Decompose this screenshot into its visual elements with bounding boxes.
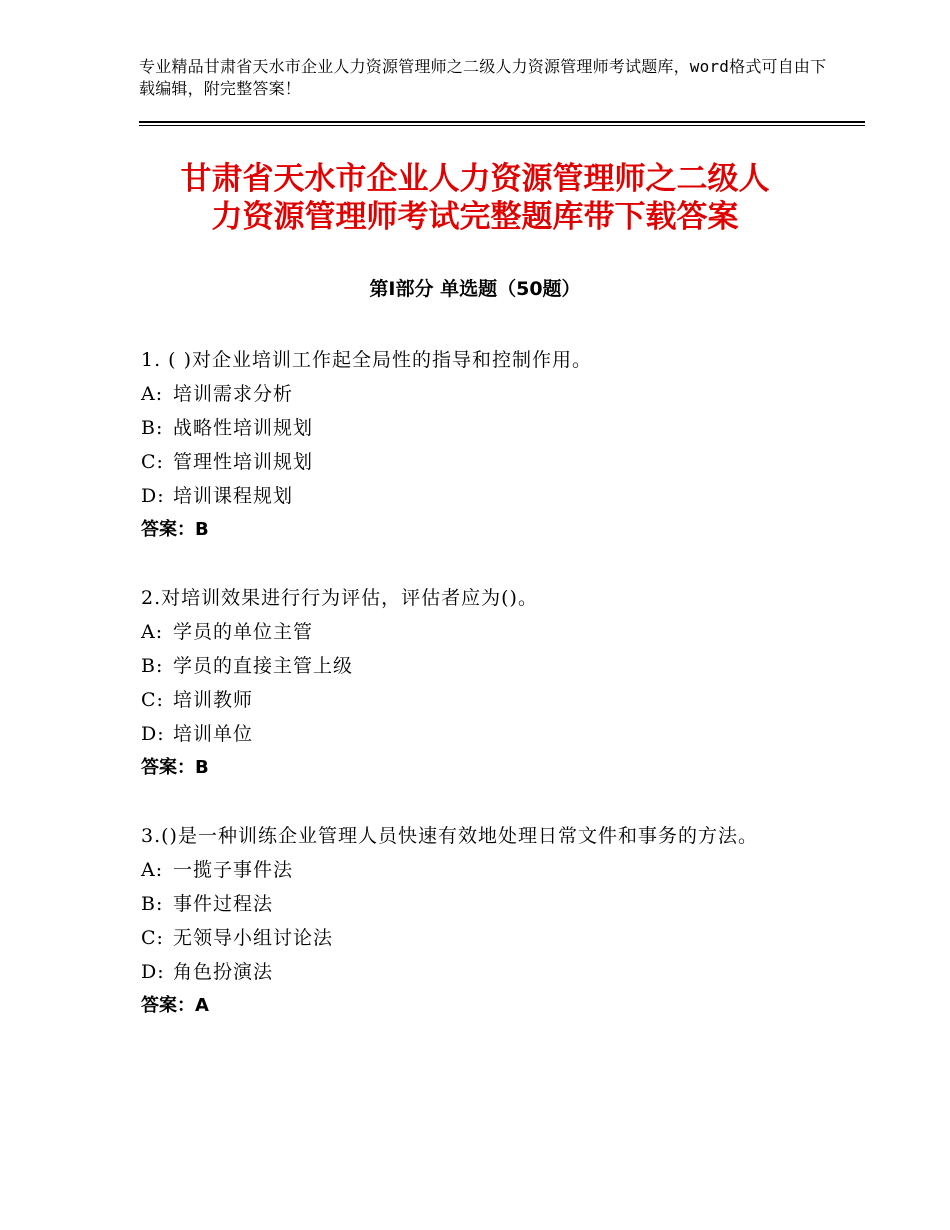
- option-text: 培训单位: [173, 723, 254, 745]
- answer: 答案：A: [141, 995, 209, 1016]
- option-label: B:: [141, 655, 164, 677]
- option-a: [141, 377, 781, 411]
- section-heading: 第Ⅰ部分 单选题（50题）: [369, 278, 581, 300]
- answer: 答案：B: [141, 519, 209, 540]
- option-d: [141, 717, 781, 751]
- option-label: C:: [141, 689, 164, 711]
- header-rule-thick: [139, 121, 865, 123]
- answer: 答案：B: [141, 757, 209, 778]
- question-1: [141, 343, 781, 547]
- option-text: 无领导小组讨论法: [173, 927, 334, 949]
- document-title-line-2: 力资源管理师考试完整题库带下载答案: [211, 199, 739, 235]
- header-rule-thin: [139, 125, 865, 126]
- option-c: [141, 921, 781, 955]
- header-note: 专业精品甘肃省天水市企业人力资源管理师之二级人力资源管理师考试题库，word格式可自由下载编辑，附完整答案！: [139, 57, 827, 98]
- option-b: [141, 649, 781, 683]
- question-stem: 1. ( )对企业培训工作起全局性的指导和控制作用。: [141, 349, 593, 371]
- question-stem: 2.对培训效果进行行为评估，评估者应为()。: [141, 587, 538, 609]
- option-label: C:: [141, 451, 164, 473]
- option-c: [141, 683, 781, 717]
- option-text: 一揽子事件法: [173, 859, 294, 881]
- option-text: 学员的单位主管: [173, 621, 314, 643]
- option-label: D:: [141, 723, 165, 745]
- option-c: [141, 445, 781, 479]
- option-d: [141, 479, 781, 513]
- option-text: 管理性培训规划: [173, 451, 314, 473]
- option-a: [141, 615, 781, 649]
- option-text: 事件过程法: [173, 893, 274, 915]
- option-label: B:: [141, 417, 164, 439]
- option-b: [141, 887, 781, 921]
- document-title: [100, 160, 850, 236]
- option-d: [141, 955, 781, 989]
- option-label: D:: [141, 961, 165, 983]
- option-text: 角色扮演法: [173, 961, 274, 983]
- question-3: [141, 819, 781, 1023]
- option-label: A:: [141, 621, 164, 643]
- option-label: B:: [141, 893, 164, 915]
- option-text: 学员的直接主管上级: [173, 655, 354, 677]
- option-text: 培训课程规划: [173, 485, 294, 507]
- option-label: A:: [141, 859, 164, 881]
- option-label: D:: [141, 485, 165, 507]
- option-text: 培训教师: [173, 689, 254, 711]
- option-a: [141, 853, 781, 887]
- option-label: C:: [141, 927, 164, 949]
- question-2: [141, 581, 781, 785]
- option-b: [141, 411, 781, 445]
- question-stem: 3.()是一种训练企业管理人员快速有效地处理日常文件和事务的方法。: [141, 825, 758, 847]
- option-label: A:: [141, 383, 164, 405]
- option-text: 战略性培训规划: [173, 417, 314, 439]
- document-title-line-1: 甘肃省天水市企业人力资源管理师之二级人: [180, 161, 770, 197]
- option-text: 培训需求分析: [173, 383, 294, 405]
